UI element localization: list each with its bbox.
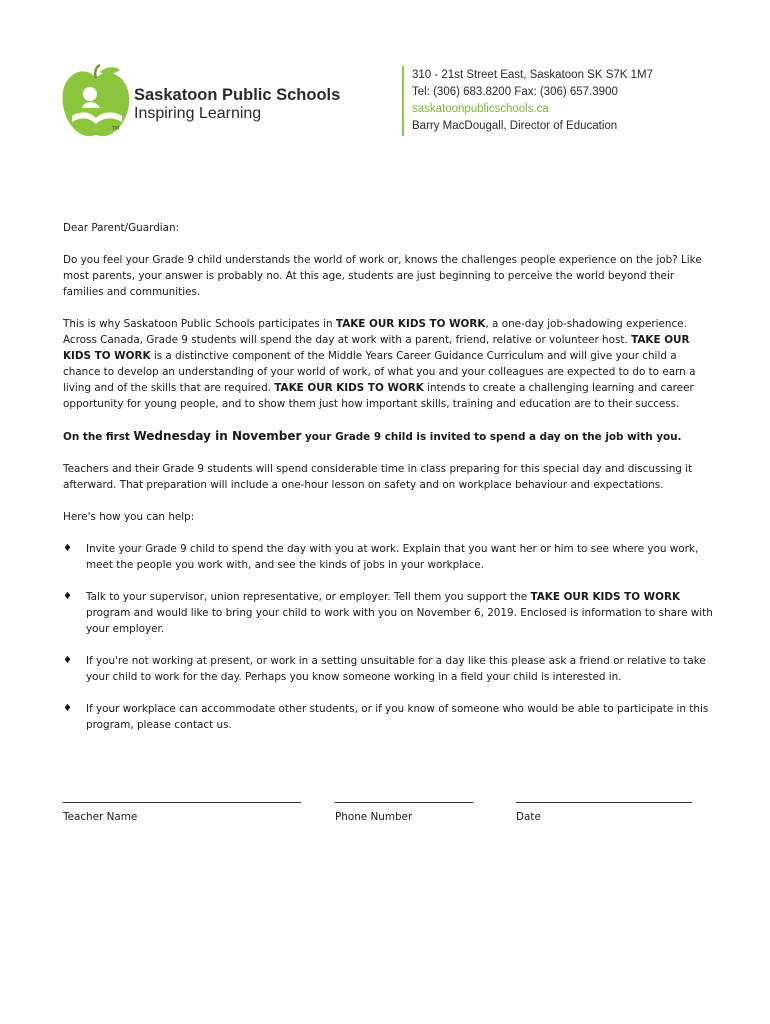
teacher-name-field[interactable] — [63, 790, 301, 823]
school-logo — [60, 64, 341, 144]
help-intro: Here's how you can help: — [63, 511, 195, 523]
paragraph-preparation: Teachers and their Grade 9 students will spend considerable time in class preparing for this special day and discussing it afterward. That preparation will include a one-hour lesson on safety and on workplace behaviour and expectations. — [63, 463, 693, 491]
paragraph-intro: Do you feel your Grade 9 child understands the world of work or, knows the challenges people experience on the job? Like most parents, your answer is probably no. At this age, students are just beginning to perceive the world beyond their families and communities. — [63, 254, 702, 298]
apple-book-logo-icon — [60, 64, 132, 140]
phone-number-field[interactable] — [335, 790, 473, 823]
list-item: ♦ Talk to your supervisor, union representative, or employer. Tell them you support the TAKE OUR KIDS TO WORK program and would like to bring your child to work with you on November 6, 2019. Enclosed is information to share with your employer. — [63, 591, 713, 635]
salutation: Dear Parent/Guardian: — [63, 222, 180, 234]
program-name: TAKE OUR KIDS TO WORK — [274, 382, 424, 394]
contact-block — [412, 67, 653, 135]
paragraph-date: On the first Wednesday in November your Grade 9 child is invited to spend a day on the job with you. — [63, 429, 682, 443]
phone-fax-line: Tel: (306) 683.8200 Fax: (306) 657.3900 — [412, 86, 618, 98]
org-tagline: Inspiring Learning — [134, 105, 262, 122]
list-item: ♦ Invite your Grade 9 child to spend the day with you at work. Explain that you want her or him to see where you work, meet the people you work with, and see the kinds of jobs in your workplace. — [63, 543, 699, 571]
event-day: Wednesday in November — [133, 429, 302, 443]
date-field[interactable] — [516, 790, 692, 823]
website-link[interactable]: saskatoonpublicschools.ca — [412, 103, 549, 115]
header-divider — [402, 66, 404, 136]
program-name: TAKE OUR KIDS TO WORK — [335, 318, 486, 330]
diamond-bullet-icon: ♦ — [63, 543, 72, 554]
phone-number-label: Phone Number — [335, 811, 413, 823]
help-list — [63, 541, 713, 733]
list-item: ♦ If your workplace can accommodate other students, or if you know of someone who would be able to participate in this program, please contact us. — [63, 703, 709, 731]
diamond-bullet-icon: ♦ — [63, 591, 72, 602]
letter-body — [63, 220, 713, 749]
program-name: TAKE OUR KIDS TO WORK — [63, 334, 690, 362]
address-line: 310 - 21st Street East, Saskatoon SK S7K 1M7 — [412, 69, 653, 81]
org-name: Saskatoon Public Schools — [134, 86, 341, 104]
diamond-bullet-icon: ♦ — [63, 703, 72, 714]
teacher-name-label: Teacher Name — [63, 811, 138, 823]
paragraph-program: This is why Saskatoon Public Schools participates in TAKE OUR KIDS TO WORK, a one-day job-shadowing experience. Across Canada, Grade 9 students will spend the day at work with a parent, friend, relative or volunteer host. TAKE OUR KIDS TO WORK is a distinctive component of the Middle Years Career Guidance Curriculum and will give your child a chance to develop an understanding of your world of work, of what you and your colleagues are expected to do to earn a living and of the skills that are required. TAKE OUR KIDS TO WORK intends to create a challenging learning and career opportunity for young people, and to show them just how important skills, training and education are to their success. — [63, 318, 696, 410]
program-name: TAKE OUR KIDS TO WORK — [530, 591, 680, 603]
diamond-bullet-icon: ♦ — [63, 655, 72, 666]
trademark-mark: TM — [112, 126, 120, 132]
director-line: Barry MacDougall, Director of Education — [412, 120, 618, 132]
list-item: ♦ If you're not working at present, or work in a setting unsuitable for a day like this please ask a friend or relative to take your child to work for the day. Perhaps you know someone working in a field your child is interested in. — [63, 655, 706, 683]
date-label: Date — [516, 811, 541, 823]
